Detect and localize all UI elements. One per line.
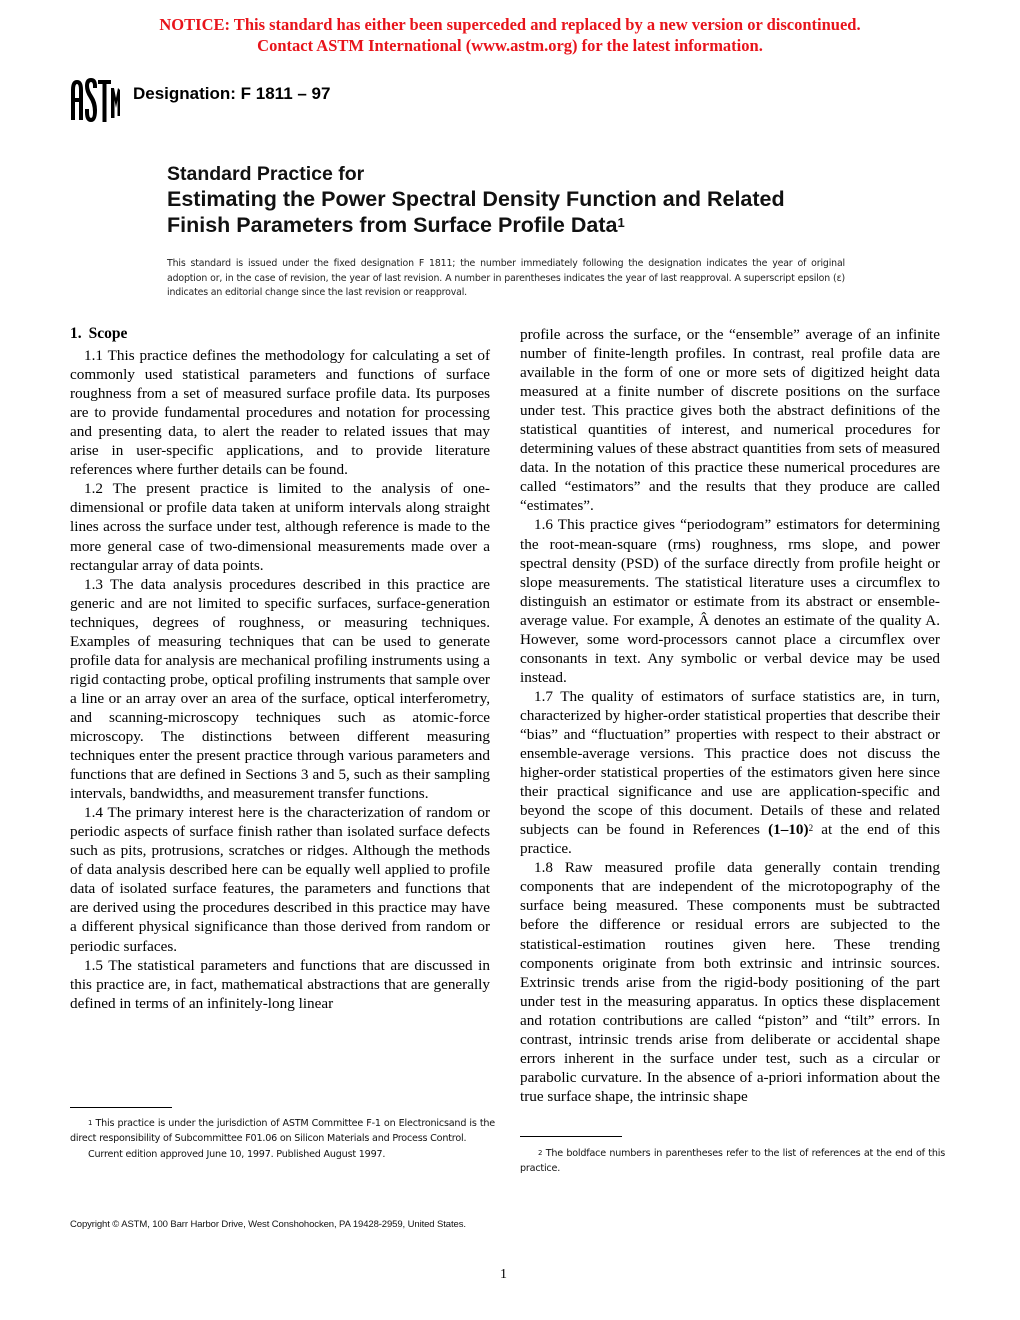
footnote-divider-left	[70, 1107, 172, 1108]
title-footnote-mark: 1	[617, 215, 625, 230]
supersede-notice-line-1: NOTICE: This standard has either been superceded and replaced by a new version or discontinued.	[159, 15, 861, 34]
paragraph-1-1: 1.1 This practice defines the methodology for calculating a set of commonly used statistical parameters and functions of surface roughness from a set of measured surface profile data. Its purposes are to provide fundamental procedures and notation for processing and presenting data, to alert the reader to related issues that may arise in user-specific applications, and to provide literature references where further details can be found.	[70, 347, 490, 479]
left-column	[70, 324, 490, 1013]
section-heading: 1. Scope	[70, 325, 128, 342]
paragraph-1-7: 1.7 The quality of estimators of surface statistics are, in turn, characterized by higher-order statistical properties that describe their “bias” and “fluctuation” properties with respect to their abstract or ensemble-average versions. This practice does not discuss the higher-order statistical properties of the estimators given here since their practical significance and use are application-specific and beyond the scope of this document. Details of these and related subjects can be found in References (1–10)$^2$ at the end of this practice.	[520, 687, 940, 858]
document-title	[167, 162, 785, 238]
astm-logo-icon	[67, 76, 121, 124]
footnote-2: $^2$ The boldface numbers in parentheses refer to the list of references at the end of this practice.	[520, 1148, 945, 1175]
title-line-1: Standard Practice for	[167, 163, 365, 185]
paragraph-1-3: 1.3 The data analysis procedures described in this practice are generic and are not limited to specific surfaces, surface-generation techniques, degrees of roughness, or measuring techniques. Examples of measuring techniques that can be used to generate profile data for analysis are mechanical profiling instruments using a rigid contacting probe, optical profiling instruments that sample over a line or an array over an area of the surface, optical interferometry, and scanning-microscopy techniques such as atomic-force microscopy. The distinctions between different measuring techniques enter the present practice through various parameters and functions that are defined in Sections 3 and 5, such as their sampling intervals, bandwidths, and measurement transfer functions.	[70, 575, 490, 803]
designation: Designation: F 1811 – 97	[133, 84, 331, 103]
issued-note: This standard is issued under the fixed designation F 1811; the number immediately following the designation indicates the year of original adoption or, in the case of revision, the year of last revision. A number in parentheses indicates the year of last reapproval. A superscript epsilon (ε) indicates an editorial change since the last revision or reapproval.	[167, 258, 845, 299]
edition-note: Current edition approved June 10, 1997. Published August 1997.	[88, 1148, 386, 1160]
supersede-notice-line-2: Contact ASTM International (www.astm.org) for the latest information.	[257, 36, 763, 55]
paragraph-1-2: 1.2 The present practice is limited to the analysis of one-dimensional or profile data taken at uniform intervals along straight lines across the surface under test, although reference is made to the more general case of two-dimensional measurements made over a rectangular array of data points.	[70, 480, 490, 574]
reference-link[interactable]: (1–10)	[768, 821, 809, 839]
page-number: 1	[500, 1267, 507, 1282]
paragraph-1-4: 1.4 The primary interest here is the characterization of random or periodic aspects of surface finish rather than isolated surface defects such as pits, protrusions, scratches or ridges. Although the methods of data analysis described here can be equally well applied to profile data of isolated surface features, the parameters and functions that are derived using the procedures described in this practice may have a different physical significance than those derived from random or periodic surfaces.	[70, 804, 490, 955]
paragraph-1-5-continued: profile across the surface, or the “ensemble” average of an infinite number of finite-length profiles. In contrast, real profile data are available in the form of one or more sets of digitized height data measured at a finite number of discrete positions on the surface under test. This practice gives both the abstract definitions of the statistical quantities of interest, and numerical procedures for determining values of these abstract quantities from sets of measured data. In the notation of this practice these numerical procedures are called “estimators” and the results that they produce are called “estimates”.	[520, 326, 940, 515]
paragraph-1-8: 1.8 Raw measured profile data generally contain trending components that are independent of the microtopography of the surface being measured. These components must be subtracted before the difference or residual errors are subjected to the statistical-estimation routines given here. These trending components originate from both extrinsic and intrinsic sources. Extrinsic trends arise from the rigid-body positioning of the part under test in the measuring apparatus. In optics these displacement and rotation contributions are called “piston” and “tilt” errors. In contrast, intrinsic trends arise from deliberate or accidental shape errors inherent in the surface under test, such as a circular or parabolic curvature. In the absence of a-priori information about the true surface shape, the intrinsic shape	[520, 859, 940, 1105]
paragraph-1-6: 1.6 This practice gives “periodogram” estimators for determining the root-mean-square (rms) roughness, rms slope, and power spectral density (PSD) of the surface directly from profile height or slope measurements. The statistical literature uses a circumflex to distinguish an estimator or estimate from its abstract or ensemble-average value. For example, Â denotes an estimate of the quality A. However, some word-processors cannot place a circumflex over consonants in text. Any symbolic or verbal device may be used instead.	[520, 516, 940, 686]
title-line-2: Estimating the Power Spectral Density Function and Related	[167, 187, 785, 211]
title-line-3: Finish Parameters from Surface Profile Data$^1$	[167, 213, 625, 237]
footnote-divider-right	[520, 1136, 622, 1137]
footnote-1: $^1$ This practice is under the jurisdiction of ASTM Committee F-1 on Electronicsand is the direct responsibility of Subcommittee F01.06 on Silicon Materials and Process Control. Current edition approved June 10, 1997. Published August 1997.	[70, 1116, 495, 1162]
footnote-mark-2[interactable]: 2	[808, 823, 814, 834]
copyright-line: Copyright © ASTM, 100 Barr Harbor Drive, West Conshohocken, PA 19428-2959, United States.	[70, 1219, 466, 1230]
right-column	[520, 325, 940, 1106]
paragraph-1-5: 1.5 The statistical parameters and functions that are discussed in this practice are, in fact, mathematical abstractions that are generally defined in terms of an infinitely-long linear	[70, 956, 490, 1012]
